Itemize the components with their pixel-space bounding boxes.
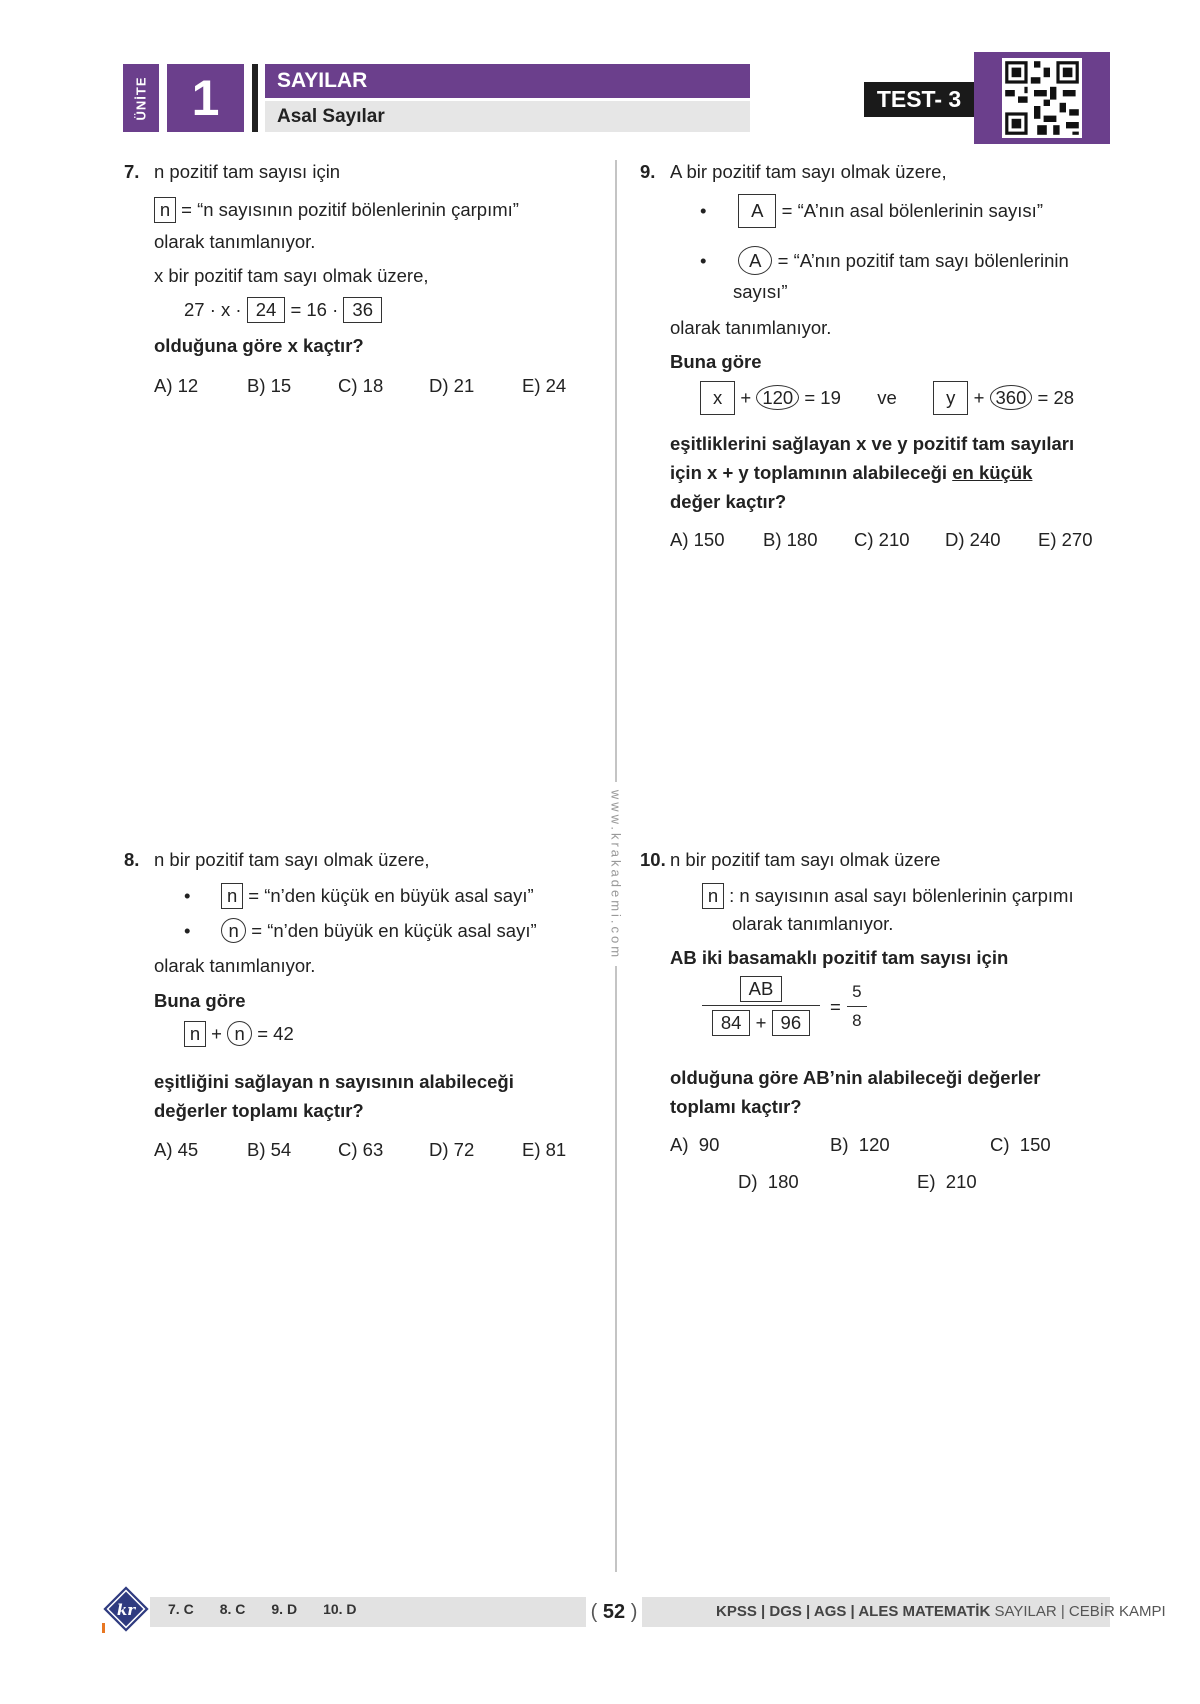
unite-tab: [123, 64, 159, 132]
circle-value: 360: [990, 385, 1033, 410]
bullet-text: = “n’den büyük en küçük asal sayı”: [251, 920, 537, 941]
bullet-text: = “A’nın asal bölenlerinin sayısı”: [781, 200, 1043, 221]
circle-symbol: n: [221, 918, 246, 943]
lead-text: Buna göre: [154, 990, 246, 1011]
question-number: 9.: [640, 161, 656, 182]
question-text: için x + y toplamının alabileceği en küçük: [670, 462, 1033, 483]
question-number: 8.: [124, 849, 140, 870]
option-c[interactable]: C) 63: [338, 1139, 384, 1160]
website-watermark: www.krakademi.com: [608, 789, 624, 961]
option-d[interactable]: D) 21: [429, 375, 475, 396]
test-label: TEST- 3: [864, 82, 974, 117]
equation: n + n = 42: [184, 1020, 294, 1048]
option-e[interactable]: E) 24: [522, 375, 567, 396]
answer-key-item: 8. C: [219, 1601, 246, 1617]
box-symbol: x: [700, 381, 735, 415]
bullet-text: = “n’den küçük en büyük asal sayı”: [248, 885, 534, 906]
question-intro: n pozitif tam sayısı için: [154, 161, 341, 182]
box-value: 24: [247, 297, 286, 323]
question-text: olduğuna göre x kaçtır?: [154, 335, 364, 356]
question-intro: n bir pozitif tam sayı olmak üzere,: [154, 849, 430, 870]
bullet-text: = “A’nın pozitif tam sayı bölenlerinin: [777, 250, 1069, 271]
page-number: ( 52 ): [586, 1597, 642, 1627]
option-a[interactable]: A) 150: [670, 529, 725, 550]
box-symbol: n: [184, 1021, 206, 1047]
circle-symbol: A: [738, 246, 772, 275]
option-c[interactable]: C) 150: [990, 1134, 1051, 1155]
circle-value: 120: [756, 385, 799, 410]
option-a[interactable]: A) 45: [154, 1139, 199, 1160]
question-text: toplamı kaçtır?: [670, 1096, 802, 1117]
section-subtitle: Asal Sayılar: [265, 101, 750, 132]
option-d[interactable]: D) 72: [429, 1139, 475, 1160]
box-symbol: A: [738, 194, 776, 228]
unite-number: 1: [167, 64, 244, 132]
definition-tail: olarak tanımlanıyor.: [732, 913, 894, 934]
question-text: olduğuna göre AB’nin alabileceği değerler: [670, 1067, 1041, 1088]
option-a[interactable]: A) 12: [154, 375, 199, 396]
bullet-text-cont: sayısı”: [733, 281, 788, 302]
emphasis: en küçük: [952, 462, 1033, 483]
definition-tail: olarak tanımlanıyor.: [154, 231, 316, 252]
box-symbol: n: [702, 883, 724, 909]
option-e[interactable]: E) 210: [917, 1171, 977, 1192]
series-title: KPSS | DGS | AGS | ALES MATEMATİK SAYILAR | CEBİR KAMPI: [716, 1603, 1166, 1620]
option-b[interactable]: B) 180: [763, 529, 818, 550]
box-value: 84: [712, 1010, 751, 1036]
definition-text: = “n sayısının pozitif bölenlerinin çarpımı”: [181, 199, 519, 220]
fraction-equation: [702, 976, 867, 1037]
lead-text: Buna göre: [670, 351, 762, 372]
logo-icon: [100, 1585, 150, 1635]
option-c[interactable]: C) 18: [338, 375, 384, 396]
question-text: değer kaçtır?: [670, 491, 787, 512]
box-value: AB: [740, 976, 783, 1002]
condition-text: AB iki basamaklı pozitif tam sayısı için: [670, 947, 1009, 968]
option-d[interactable]: D) 240: [945, 529, 1001, 550]
publisher-logo: [100, 1585, 150, 1635]
question-text: eşitliğini sağlayan n sayısının alabileceği: [154, 1071, 514, 1092]
box-symbol: n: [221, 883, 243, 909]
answer-key-item: 7. C: [168, 1601, 194, 1617]
answer-key-item: 10. D: [323, 1601, 357, 1617]
box-value: 96: [772, 1010, 811, 1036]
box-symbol: y: [933, 381, 968, 415]
option-e[interactable]: E) 270: [1038, 529, 1093, 550]
answer-options: [154, 372, 594, 400]
definition-text: : n sayısının asal sayı bölenlerinin çarpımı: [729, 885, 1074, 906]
answer-options: [670, 526, 1110, 554]
definition-tail: olarak tanımlanıyor.: [670, 317, 832, 338]
equals-sign: =: [830, 995, 841, 1017]
header-divider: [252, 64, 258, 132]
option-b[interactable]: B) 54: [247, 1139, 292, 1160]
answer-options: [154, 1136, 594, 1164]
question-text: eşitliklerini sağlayan x ve y pozitif tam sayıları: [670, 433, 1075, 454]
equation: x + 120 = 19 ve y + 360 = 28: [700, 381, 1074, 415]
question-text: değerler toplamı kaçtır?: [154, 1100, 364, 1121]
option-d[interactable]: D) 180: [738, 1171, 799, 1192]
fraction-left: $\frac{AB}{84 + 96}$: [702, 976, 820, 1037]
fraction-right: $\frac{5}{8}$: [847, 979, 867, 1033]
option-b[interactable]: B) 15: [247, 375, 292, 396]
section-title: SAYILAR: [265, 64, 750, 98]
definition-tail: olarak tanımlanıyor.: [154, 955, 316, 976]
option-c[interactable]: C) 210: [854, 529, 910, 550]
question-number: 10.: [640, 849, 666, 870]
equation: 27 · x · 24 = 16 · 36: [184, 296, 382, 324]
box-value: 36: [343, 297, 382, 323]
logo-text: kr: [116, 1601, 136, 1619]
answer-key-item: 9. D: [271, 1601, 298, 1617]
option-a[interactable]: A) 90: [670, 1134, 720, 1155]
question-intro: n bir pozitif tam sayı olmak üzere: [670, 849, 941, 870]
option-e[interactable]: E) 81: [522, 1139, 567, 1160]
question-intro: A bir pozitif tam sayı olmak üzere,: [670, 161, 947, 182]
unite-label: ÜNİTE: [133, 76, 149, 120]
box-symbol: n: [154, 197, 176, 223]
answer-key: [168, 1601, 357, 1617]
qr-code-icon[interactable]: [1002, 58, 1082, 138]
circle-symbol: n: [227, 1021, 252, 1046]
qr-code-frame: [974, 52, 1110, 144]
question-number: 7.: [124, 161, 140, 182]
condition-text: x bir pozitif tam sayı olmak üzere,: [154, 265, 429, 286]
option-b[interactable]: B) 120: [830, 1134, 890, 1155]
